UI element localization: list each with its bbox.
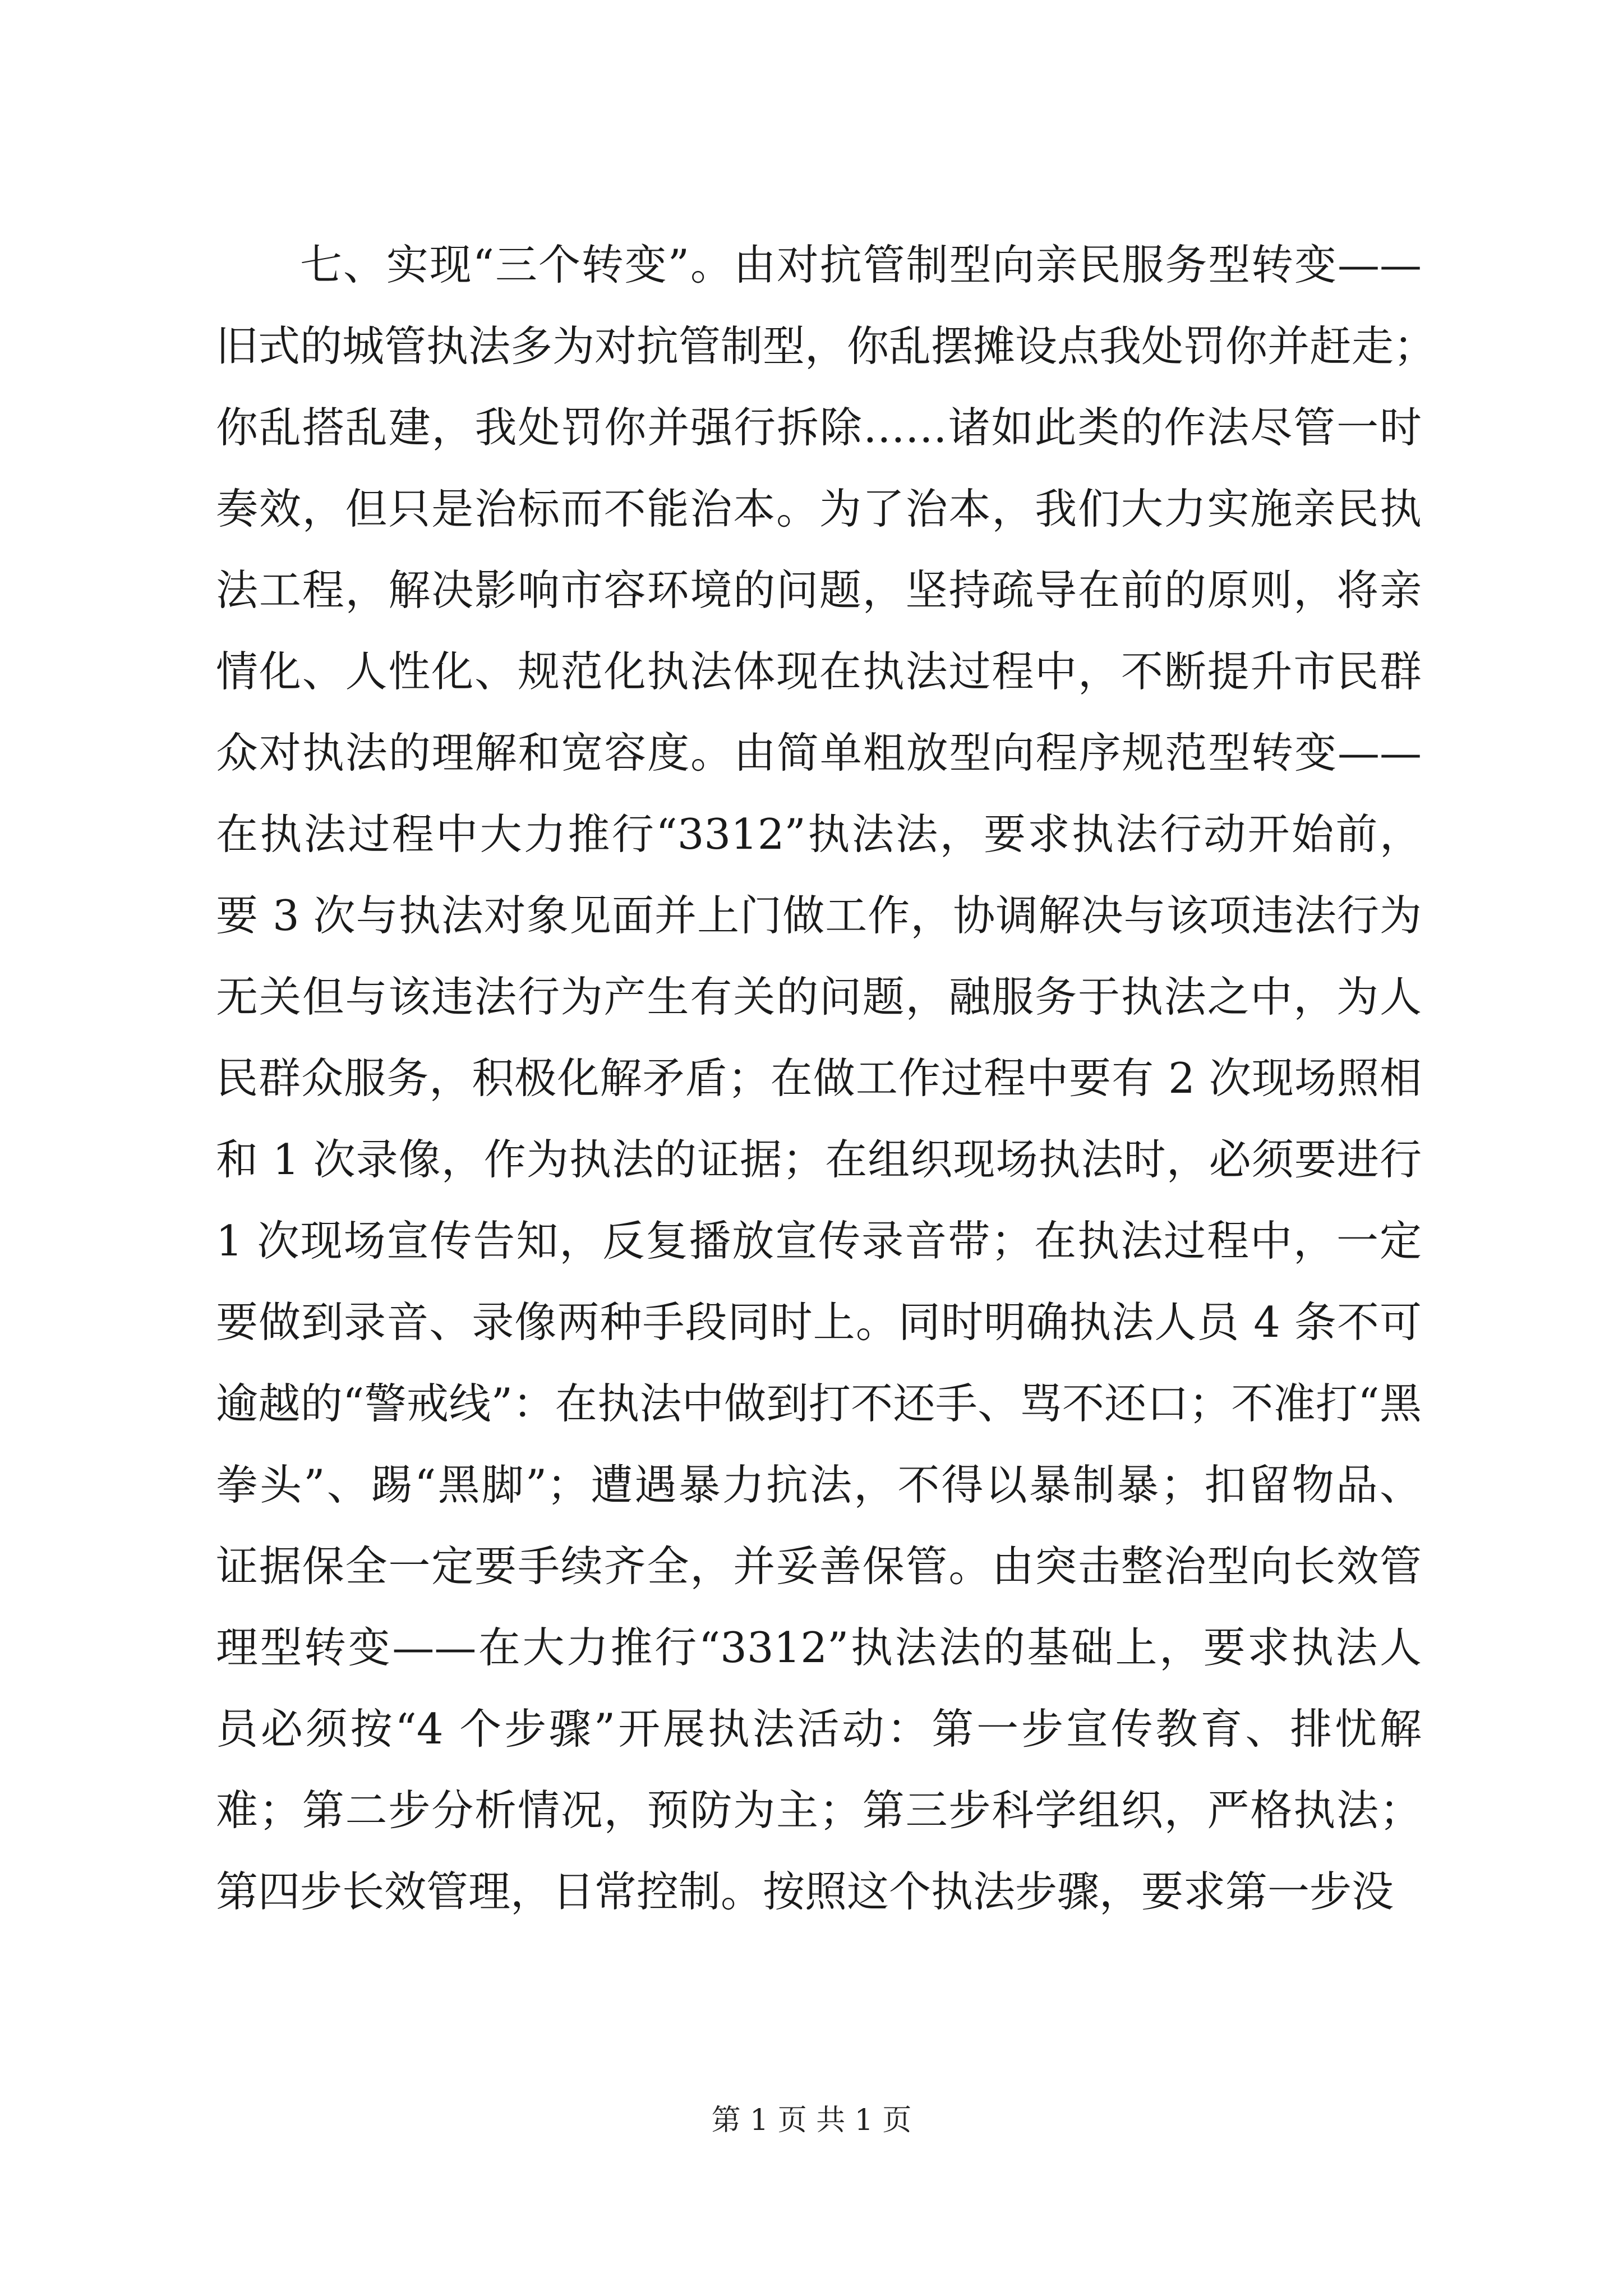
text-line: 逾越的“警戒线”：在执法中做到打不还手、骂不还口；不准打“黑 bbox=[216, 1379, 1422, 1428]
text-line: 理型转变——在大力推行“3312”执法法的基础上，要求执法人 bbox=[216, 1623, 1422, 1672]
text-line: 众对执法的理解和宽容度。由简单粗放型向程序规范型转变—— bbox=[216, 728, 1422, 777]
text-line: 法工程，解决影响市容环境的问题，坚持疏导在前的原则，将亲 bbox=[216, 565, 1422, 615]
text-line: 和 1 次录像，作为执法的证据；在组织现场执法时，必须要进行 bbox=[216, 1135, 1422, 1184]
text-line: 难；第二步分析情况，预防为主；第三步科学组织，严格执法； bbox=[216, 1786, 1422, 1835]
text-line: 旧式的城管执法多为对抗管制型，你乱摆摊设点我处罚你并赶走； bbox=[216, 321, 1436, 371]
page-footer: 第 1 页 共 1 页 bbox=[711, 2104, 912, 2137]
text-line: 你乱搭乱建，我处罚你并强行拆除……诸如此类的作法尽管一时 bbox=[216, 403, 1422, 452]
text-line: 在执法过程中大力推行“3312”执法法，要求执法行动开始前， bbox=[216, 809, 1422, 859]
document-body bbox=[216, 224, 1436, 1932]
text-line: 民群众服务，积极化解矛盾；在做工作过程中要有 2 次现场照相 bbox=[216, 1053, 1422, 1103]
text-line: 拳头”、踢“黑脚”；遭遇暴力抗法，不得以暴制暴；扣留物品、 bbox=[216, 1460, 1422, 1510]
text-line: 奏效，但只是治标而不能治本。为了治本，我们大力实施亲民执 bbox=[216, 484, 1422, 533]
text-line: 七、实现“三个转变”。由对抗管制型向亲民服务型转变—— bbox=[300, 240, 1422, 289]
text-line: 要做到录音、录像两种手段同时上。同时明确执法人员 4 条不可 bbox=[216, 1297, 1422, 1347]
text-line: 证据保全一定要手续齐全，并妥善保管。由突击整治型向长效管 bbox=[216, 1542, 1422, 1591]
text-line: 员必须按“4 个步骤”开展执法活动：第一步宣传教育、排忧解 bbox=[216, 1704, 1422, 1754]
text-line: 无关但与该违法行为产生有关的问题，融服务于执法之中，为人 bbox=[216, 972, 1422, 1022]
text-line: 要 3 次与执法对象见面并上门做工作，协调解决与该项违法行为 bbox=[216, 891, 1422, 940]
text-line: 第四步长效管理，日常控制。按照这个执法步骤，要求第一步没 bbox=[216, 1867, 1394, 1916]
text-line: 情化、人性化、规范化执法体现在执法过程中，不断提升市民群 bbox=[216, 647, 1422, 696]
text-line: 1 次现场宣传告知，反复播放宣传录音带；在执法过程中，一定 bbox=[216, 1216, 1422, 1266]
